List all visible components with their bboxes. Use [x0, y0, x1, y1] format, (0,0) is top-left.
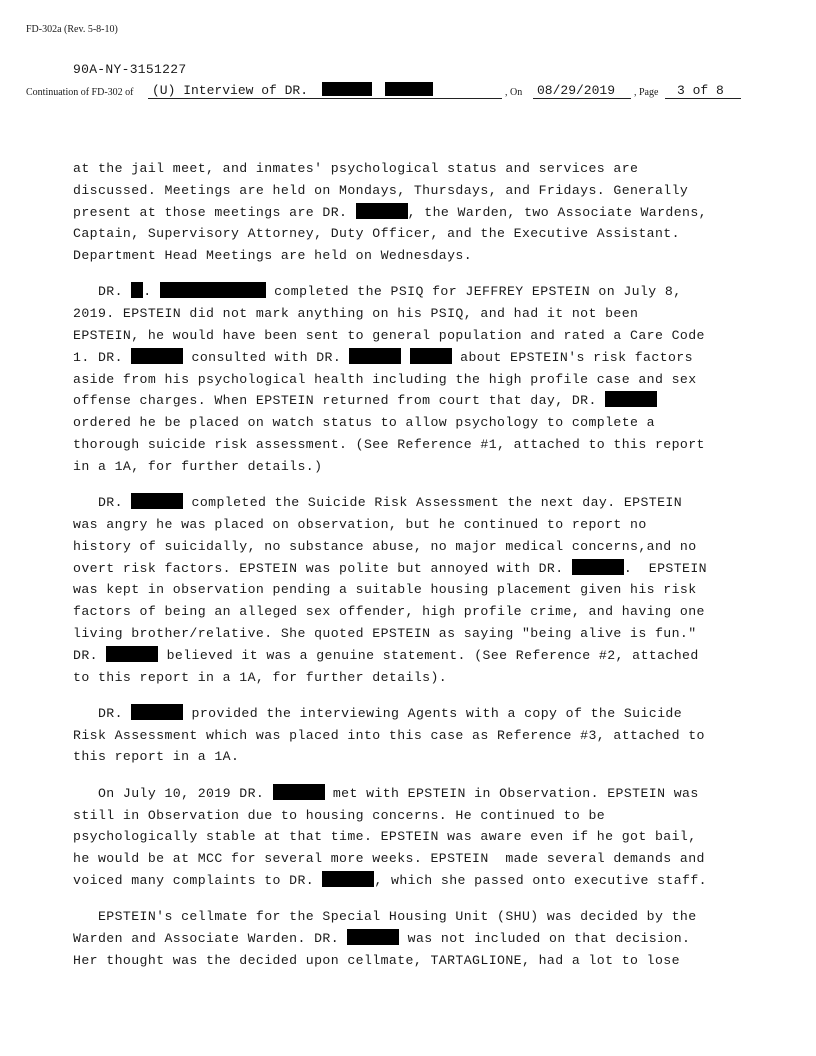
text-line [73, 202, 753, 224]
body-paragraph [73, 492, 753, 688]
file-number: 90A-NY-3151227 [73, 62, 187, 77]
text-segment: aside from his psychological health including the high profile case and sex [73, 371, 697, 387]
text-segment: was angry he was placed on observation, but he continued to report no [73, 516, 647, 532]
text-segment: EPSTEIN, he would have been sent to general population and rated a Care Code [73, 328, 705, 344]
text-segment: about EPSTEIN's risk factors [451, 349, 693, 365]
text-segment: . EPSTEIN [623, 560, 707, 576]
text-line [73, 303, 753, 325]
subject-field [148, 82, 502, 99]
redaction-block [322, 82, 372, 96]
text-line [73, 579, 753, 601]
text-line [73, 848, 753, 870]
redaction-block [410, 348, 452, 364]
text-line [73, 725, 753, 747]
text-line [73, 245, 753, 267]
text-segment: 2019. EPSTEIN did not mark anything on his PSIQ, and had it not been [73, 306, 639, 322]
redaction-block [322, 871, 374, 887]
text-line [73, 492, 753, 514]
text-segment: completed the PSIQ for JEFFREY EPSTEIN on July 8, [265, 284, 682, 300]
text-line [73, 514, 753, 536]
page-label: , Page [634, 87, 659, 98]
redaction-block [572, 559, 624, 575]
text-segment: living brother/relative. She quoted EPSTEIN as saying "being alive is fun." [73, 625, 697, 641]
text-line [73, 369, 753, 391]
text-segment: psychologically stable at that time. EPSTEIN was aware even if he got bail, [73, 829, 697, 845]
text-line [73, 601, 753, 623]
redaction-block [273, 784, 325, 800]
text-segment: DR. [73, 284, 132, 300]
text-segment: thorough suicide risk assessment. (See Reference #1, attached to this report [73, 437, 705, 453]
text-segment: DR. [73, 705, 132, 721]
text-line [73, 456, 753, 478]
continuation-label: Continuation of FD-302 of [26, 87, 134, 98]
text-line [73, 558, 753, 580]
redaction-block [131, 493, 183, 509]
redaction-block [605, 391, 657, 407]
text-segment: was kept in observation pending a suitable housing placement given his risk [73, 582, 697, 598]
text-segment: factors of being an alleged sex offender, high profile crime, and having one [73, 604, 705, 620]
text-line [73, 180, 753, 202]
text-segment: discussed. Meetings are held on Mondays, Thursdays, and Fridays. Generally [73, 182, 689, 198]
text-segment: history of suicidally, no substance abuse, no major medical concerns,and no [73, 538, 697, 554]
text-line [73, 805, 753, 827]
redaction-block [131, 348, 183, 364]
body-paragraph [73, 783, 753, 892]
text-line [73, 536, 753, 558]
text-segment: at the jail meet, and inmates' psychological status and services are [73, 161, 639, 176]
text-segment: , the Warden, two Associate Wardens, [407, 204, 707, 220]
text-line [73, 703, 753, 725]
text-segment: was not included on that decision. [399, 931, 691, 946]
text-segment: present at those meetings are DR. [73, 204, 356, 220]
redaction-block [160, 282, 266, 298]
text-segment: Risk Assessment which was placed into this case as Reference #3, attached to [73, 727, 705, 743]
text-line [73, 325, 753, 347]
text-line [73, 158, 753, 180]
text-segment: voiced many complaints to DR. [73, 872, 323, 888]
text-line [73, 434, 753, 456]
subject-prefix: (U) Interview of DR. [152, 83, 309, 98]
text-segment [401, 350, 409, 365]
text-segment: On July 10, 2019 DR. [73, 785, 273, 801]
text-line [73, 826, 753, 848]
body-paragraph [73, 703, 753, 768]
text-segment: still in Observation due to housing concerns. He continued to be [73, 807, 606, 823]
text-line [73, 870, 753, 892]
page-number-field: 3 of 8 [665, 82, 741, 99]
text-line [73, 347, 753, 369]
text-segment: 1. DR. [73, 349, 132, 365]
date-field: 08/29/2019 [533, 82, 631, 99]
text-segment: to this report in a 1A, for further details). [73, 669, 448, 685]
text-line [73, 746, 753, 768]
text-segment: EPSTEIN's cellmate for the Special Housing Unit (SHU) was decided by the [73, 909, 697, 925]
text-line [73, 223, 753, 245]
redaction-block [385, 82, 433, 96]
text-segment: consulted with DR. [183, 349, 350, 365]
text-segment: DR. [73, 495, 132, 511]
text-segment: Captain, Supervisory Attorney, Duty Officer, and the Executive Assistant. [73, 226, 680, 242]
text-segment: ordered he be placed on watch status to allow psychology to complete a [73, 415, 655, 431]
text-segment: believed it was a genuine statement. (See Reference #2, attached [158, 647, 699, 663]
text-segment: he would be at MCC for several more weeks. EPSTEIN made several demands and [73, 851, 705, 867]
body-paragraph [73, 158, 753, 267]
text-segment: this report in a 1A. [73, 749, 240, 765]
redaction-block [347, 929, 399, 945]
text-line [73, 390, 753, 412]
text-segment: Warden and Associate Warden. DR. [73, 931, 348, 946]
body-paragraph [73, 281, 753, 477]
text-line [73, 906, 753, 928]
text-segment: . [143, 284, 160, 300]
text-segment: in a 1A, for further details.) [73, 458, 323, 474]
text-segment: offense charges. When EPSTEIN returned from court that day, DR. [73, 393, 606, 409]
text-line [73, 950, 753, 972]
text-line [73, 667, 753, 689]
redaction-block [356, 203, 408, 219]
text-segment: met with EPSTEIN in Observation. EPSTEIN was [324, 785, 699, 801]
redaction-block [106, 646, 158, 662]
text-segment: completed the Suicide Risk Assessment the next day. EPSTEIN [183, 495, 683, 511]
text-segment: Department Head Meetings are held on Wednesdays. [73, 248, 473, 264]
text-line [73, 623, 753, 645]
text-segment: DR. [73, 647, 107, 663]
form-identifier: FD-302a (Rev. 5-8-10) [26, 24, 118, 35]
text-line [73, 412, 753, 434]
text-line [73, 281, 753, 303]
text-segment: , which she passed onto executive staff. [374, 872, 707, 888]
document-body [73, 158, 753, 986]
redaction-block [131, 282, 143, 298]
text-segment: provided the interviewing Agents with a copy of the Suicide [183, 705, 683, 721]
body-paragraph [73, 906, 753, 971]
text-line [73, 928, 753, 950]
text-line [73, 783, 753, 805]
text-segment: overt risk factors. EPSTEIN was polite but annoyed with DR. [73, 560, 572, 576]
redaction-block [349, 348, 401, 364]
redaction-block [131, 704, 183, 720]
text-line [73, 645, 753, 667]
text-segment: Her thought was the decided upon cellmate, TARTAGLIONE, had a lot to lose [73, 952, 680, 968]
on-label: , On [505, 87, 523, 98]
